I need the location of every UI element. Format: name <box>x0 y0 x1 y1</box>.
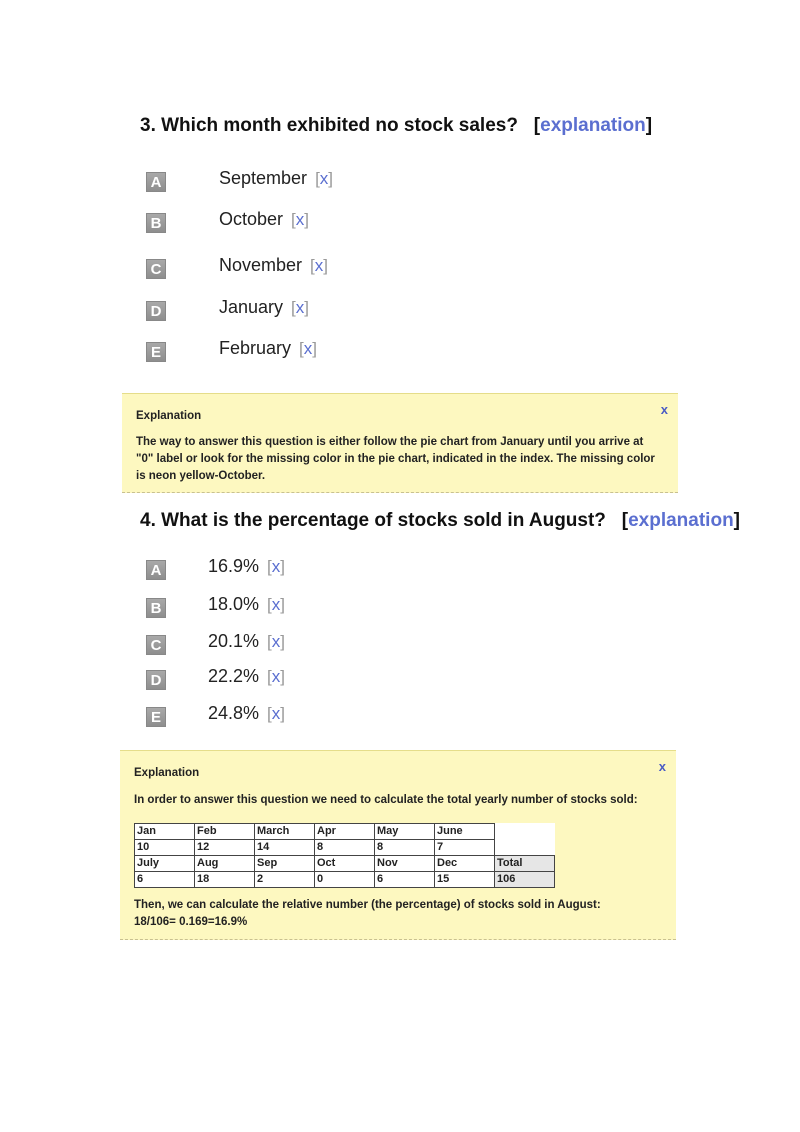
option-letter-badge[interactable]: A <box>146 172 166 192</box>
explanation-conclusion: Then, we can calculate the relative number (the percentage) of stocks sold in August: <box>134 899 601 911</box>
option-label: 20.1% <box>208 631 260 651</box>
value-cell: 10 <box>135 840 195 856</box>
month-cell: Jan <box>135 824 195 840</box>
question-3-title: 3. Which month exhibited no stock sales? [explanation] <box>140 115 653 136</box>
value-cell: 6 <box>135 872 195 888</box>
eliminate-option-link[interactable]: x <box>314 256 324 275</box>
month-cell: March <box>255 824 315 840</box>
table-row <box>135 824 555 840</box>
table-row <box>135 856 555 872</box>
value-cell: 2 <box>255 872 315 888</box>
value-cell: 8 <box>375 840 435 856</box>
option-letter-badge[interactable]: C <box>146 259 166 279</box>
option-label: January <box>219 297 284 317</box>
value-cell: 7 <box>435 840 495 856</box>
explanation-heading: Explanation <box>134 767 200 779</box>
option-label: November <box>219 255 303 275</box>
value-cell: 14 <box>255 840 315 856</box>
explanation-calculation: 18/106= 0.169=16.9% <box>134 916 248 928</box>
question-4-explanation-link[interactable]: explanation <box>628 510 734 531</box>
option-letter-badge[interactable]: B <box>146 213 166 233</box>
stock-sales-table <box>134 823 555 888</box>
question-3-explanation-link[interactable]: explanation <box>540 115 646 136</box>
eliminate-option-link[interactable]: x <box>271 704 281 723</box>
empty-cell <box>495 840 555 856</box>
question-4-text: 4. What is the percentage of stocks sold in August? <box>140 510 606 531</box>
empty-cell <box>495 824 555 840</box>
explanation-intro: In order to answer this question we need to calculate the total yearly number of stocks sold: <box>134 794 638 806</box>
question-4-explanation-panel <box>120 750 676 940</box>
option-label: September <box>219 168 308 188</box>
option-letter-badge[interactable]: E <box>146 342 166 362</box>
eliminate-option-link[interactable]: x <box>319 169 329 188</box>
total-label-cell: Total <box>495 856 555 872</box>
question-3-explanation-panel <box>122 393 678 493</box>
value-cell: 6 <box>375 872 435 888</box>
total-value-cell: 106 <box>495 872 555 888</box>
month-cell: Sep <box>255 856 315 872</box>
option-letter-badge[interactable]: D <box>146 670 166 690</box>
option-letter-badge[interactable]: A <box>146 560 166 580</box>
option-label: 22.2% <box>208 666 260 686</box>
month-cell: June <box>435 824 495 840</box>
option-letter-badge[interactable]: C <box>146 635 166 655</box>
option-letter-badge[interactable]: D <box>146 301 166 321</box>
month-cell: Dec <box>435 856 495 872</box>
question-3-text: 3. Which month exhibited no stock sales? <box>140 115 518 136</box>
option-label: 16.9% <box>208 556 260 576</box>
option-label: February <box>219 338 292 358</box>
option-label: 18.0% <box>208 594 260 614</box>
eliminate-option-link[interactable]: x <box>295 298 305 317</box>
close-icon[interactable]: x <box>658 759 666 774</box>
month-cell: Apr <box>315 824 375 840</box>
value-cell: 18 <box>195 872 255 888</box>
option-label: October <box>219 209 284 229</box>
month-cell: Oct <box>315 856 375 872</box>
eliminate-option-link[interactable]: x <box>271 667 281 686</box>
value-cell: 15 <box>435 872 495 888</box>
explanation-heading: Explanation <box>136 410 202 422</box>
explanation-text: The way to answer this question is either follow the pie chart from January until you arrive at "0" label or look for the missing color in the pie chart, indicated in the index. The missing color is neon yellow-October. <box>136 436 655 482</box>
option-letter-badge[interactable]: B <box>146 598 166 618</box>
month-cell: July <box>135 856 195 872</box>
question-4-title: 4. What is the percentage of stocks sold in August? [explanation] <box>140 510 740 531</box>
value-cell: 8 <box>315 840 375 856</box>
month-cell: Aug <box>195 856 255 872</box>
eliminate-option-link[interactable]: x <box>271 557 281 576</box>
close-icon[interactable]: x <box>660 402 668 417</box>
option-letter-badge[interactable]: E <box>146 707 166 727</box>
eliminate-option-link[interactable]: x <box>295 210 305 229</box>
eliminate-option-link[interactable]: x <box>271 632 281 651</box>
month-cell: May <box>375 824 435 840</box>
option-label: 24.8% <box>208 703 260 723</box>
value-cell: 0 <box>315 872 375 888</box>
eliminate-option-link[interactable]: x <box>303 339 313 358</box>
value-cell: 12 <box>195 840 255 856</box>
table-row <box>135 840 555 856</box>
table-row <box>135 872 555 888</box>
month-cell: Nov <box>375 856 435 872</box>
month-cell: Feb <box>195 824 255 840</box>
eliminate-option-link[interactable]: x <box>271 595 281 614</box>
